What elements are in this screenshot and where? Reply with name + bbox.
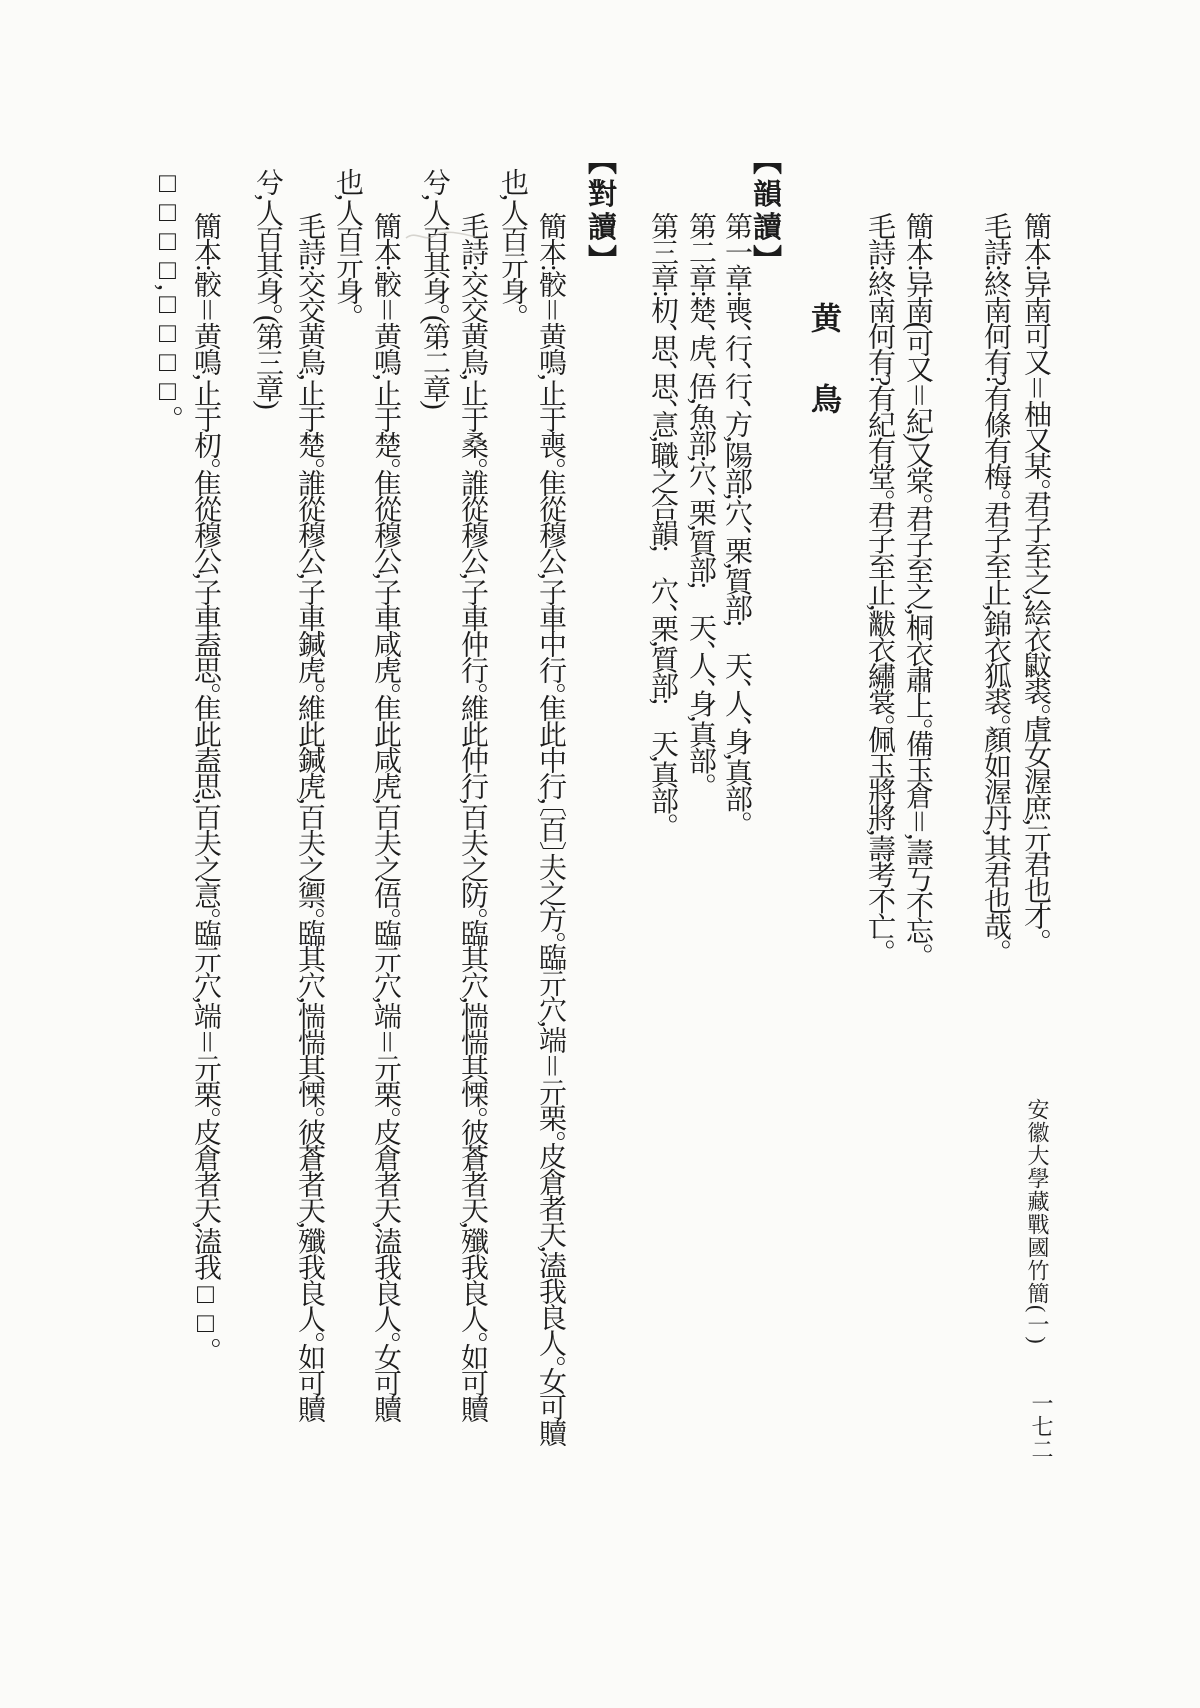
page-number: 一七二 [1029, 1392, 1054, 1461]
duidu-jianben-c: 簡本:骹＝黄鳴,止于朷。隹從穆公,子車盍思。隹此盍思,百夫之悥。臨亓穴,端＝亓栗。皮倉者天,溘我□□。 [190, 212, 221, 1349]
duidu-maoshi-a: 毛詩:交交黄鳥,止于桑。誰從穆公,子車仲行。維此仲行,百夫之防。臨其穴,惴惴其慄。彼蒼者天,殲我良人。如可贖 [457, 212, 488, 1421]
yundu-chapter-1: 第一章:喪、行、行、方,陽部;穴、栗,質部; 天、人、身,真部。 [721, 212, 752, 823]
poem-title: 黄鳥 [806, 302, 841, 464]
jianben-zhongnan-line-2: 簡本:异南(可又＝紀)又棠。君子至之,桐衣肅上。備玉倉＝,壽丂不忘。 [902, 212, 933, 955]
jianben-zhongnan-line-1: 簡本:异南可又＝柚又某。君子至之,絵衣鼤裘。虘女渥庶,亓君也才。 [1020, 212, 1051, 940]
section-header-yundu: 【韻讀】 [749, 160, 781, 263]
running-book-title: 安徽大學藏戰國竹簡(一) [1025, 1098, 1050, 1345]
duidu-maoshi-b: 毛詩:交交黄鳥,止于楚。誰從穆公,子車鍼虎。維此鍼虎,百夫之禦。臨其穴,惴惴其慄。彼蒼者天,殲我良人。如可贖 [294, 212, 325, 1421]
maoshi-zhongnan-line-2: 毛詩:終南何有?有紀有堂。君子至止,黻衣繡裳。佩玉將將,壽考不亡。 [864, 212, 895, 951]
yundu-chapter-3: 第三章:朷、思、思、悥,職之合韻; 穴、栗,質部; 天,真部。 [647, 212, 678, 825]
duidu-jianben-b-wrap: 也,人百亓身。 [332, 168, 363, 315]
duidu-jianben-b: 簡本:骹＝黄鳴,止于楚。隹從穆公,子車咸虎。隹此咸虎,百夫之俉。臨亓穴,端＝亓栗。皮倉者天,溘我良人。女可贖 [370, 212, 401, 1421]
maoshi-zhongnan-line-1: 毛詩:終南何有?有條有梅。君子至止,錦衣狐裘。顏如渥丹,其君也哉。 [980, 212, 1011, 951]
section-header-duidu: 【對讀】 [584, 160, 616, 263]
duidu-maoshi-b-wrap: 兮,人百其身。(第三章) [252, 168, 283, 408]
duidu-maoshi-a-wrap: 兮,人百其身。(第二章) [419, 168, 450, 408]
duidu-jianben-a-wrap: 也,人百亓身。 [497, 168, 528, 315]
duidu-jianben-a: 簡本:骹＝黄鳴,止于喪。隹從穆公,子車中行。隹此中行,〔百〕夫之方。臨亓穴,端＝亓栗。皮倉者天,溘我良人。女可贖 [535, 212, 566, 1445]
yundu-chapter-2: 第二章:楚、虎、俉,魚部;穴、栗,質部; 天、人、身,真部。 [685, 212, 716, 785]
duidu-jianben-c-wrap: □□□□,□□□□。 [152, 168, 183, 417]
scan-smudge-artifact [404, 224, 478, 248]
